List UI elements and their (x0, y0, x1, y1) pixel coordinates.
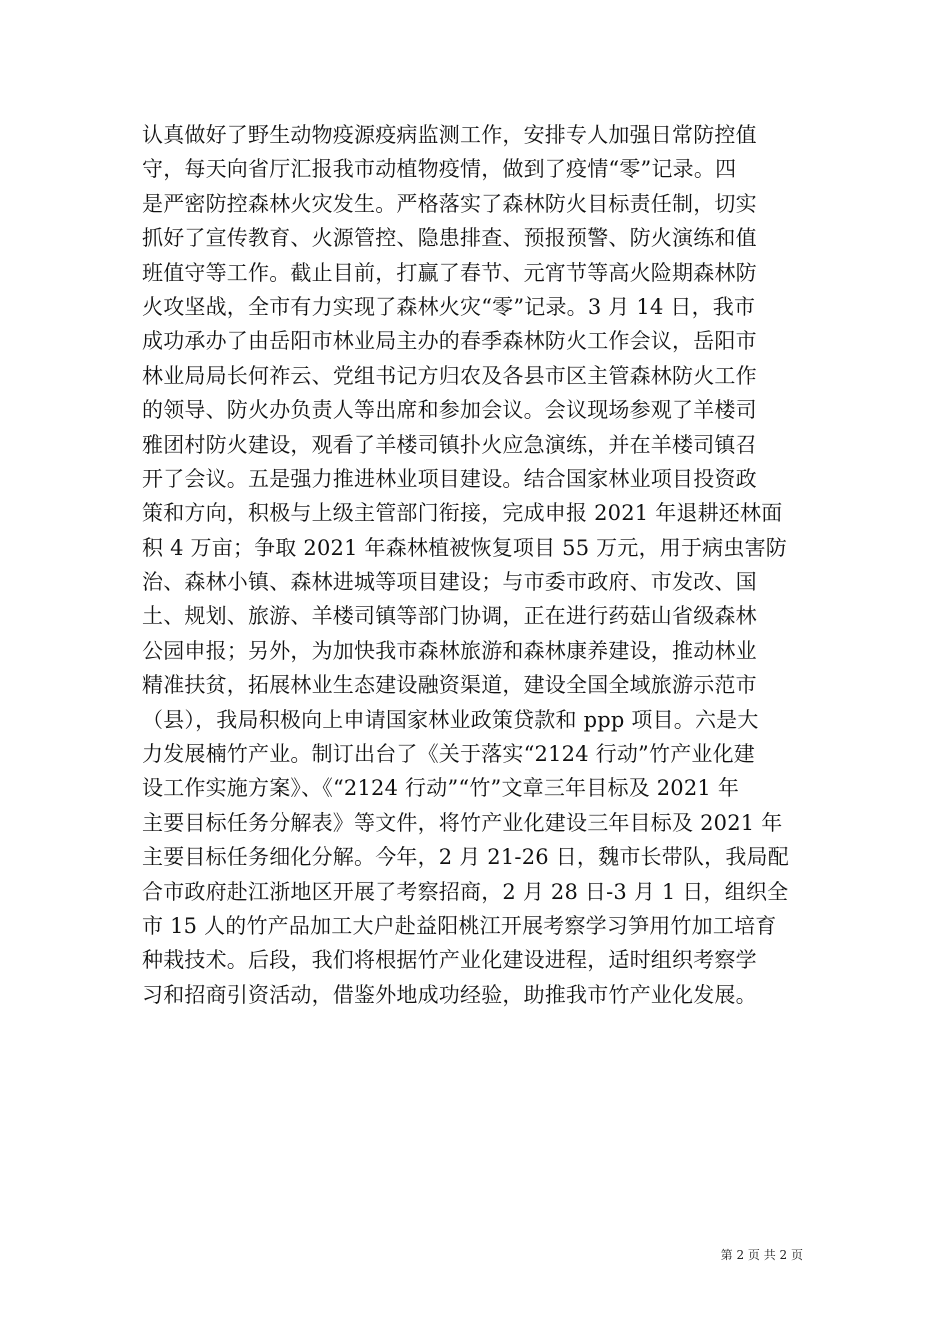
text-line: 土、规划、旅游、羊楼司镇等部门协调，正在进行药菇山省级森林 (142, 604, 757, 629)
text-line: 雅团村防火建设，观看了羊楼司镇扑火应急演练，并在羊楼司镇召 (142, 432, 757, 457)
text-line: 开了会议。五是强力推进林业项目建设。结合国家林业项目投资政 (142, 466, 757, 491)
text-line: 精准扶贫，拓展林业生态建设融资渠道，建设全国全域旅游示范市 (142, 673, 757, 698)
text-line: 种栽技术。后段，我们将根据竹产业化建设进程，适时组织考察学 (142, 948, 757, 973)
text-line: 合市政府赴江浙地区开展了考察招商，2 月 28 日-3 月 1 日，组织全 (142, 879, 789, 904)
text-line: 抓好了宣传教育、火源管控、隐患排查、预报预警、防火演练和值 (142, 226, 757, 251)
text-line: 的领导、防火办负责人等出席和参加会议。会议现场参观了羊楼司 (142, 398, 757, 423)
text-line: 主要目标任务细化分解。今年，2 月 21-26 日，魏市长带队，我局配 (142, 845, 789, 870)
text-line: （县），我局积极向上申请国家林业政策贷款和 ppp 项目。六是大 (142, 707, 759, 732)
text-line: 公园申报；另外，为加快我市森林旅游和森林康养建设，推动林业 (142, 638, 757, 663)
text-line: 策和方向，积极与上级主管部门衔接，完成申报 2021 年退耕还林面 (142, 501, 783, 526)
text-line: 认真做好了野生动物疫源疫病监测工作，安排专人加强日常防控值 (142, 123, 757, 147)
text-line: 火攻坚战，全市有力实现了森林火灾“零”记录。3 月 14 日，我市 (142, 294, 756, 319)
text-line: 力发展楠竹产业。制订出台了《关于落实“2124 行动”竹产业化建 (142, 742, 755, 767)
text-line: 班值守等工作。截止目前，打赢了春节、元宵节等高火险期森林防 (142, 260, 757, 285)
text-line: 治、森林小镇、森林进城等项目建设；与市委市政府、市发改、国 (142, 570, 757, 595)
text-line: 守，每天向省厅汇报我市动植物疫情，做到了疫情“零”记录。四 (142, 157, 737, 182)
text-line: 是严密防控森林火灾发生。严格落实了森林防火目标责任制，切实 (142, 191, 757, 216)
text-line: 市 15 人的竹产品加工大户赴益阳桃江开展考察学习笋用竹加工培育 (142, 913, 777, 938)
text-line: 林业局局长何祚云、党组书记方归农及各县市区主管森林防火工作 (142, 363, 757, 388)
text-line: 主要目标任务分解表》等文件，将竹产业化建设三年目标及 2021 年 (142, 810, 783, 835)
text-line: 成功承办了由岳阳市林业局主办的春季森林防火工作会议，岳阳市 (142, 329, 757, 354)
text-line: 积 4 万亩；争取 2021 年森林植被恢复项目 55 万元，用于病虫害防 (142, 535, 787, 560)
text-line: 设工作实施方案》、《“2124 行动”“竹”文章三年目标及 2021 年 (142, 776, 740, 801)
body-paragraph (142, 118, 812, 1012)
text-line: 习和招商引资活动，借鉴外地成功经验，助推我市竹产业化发展。 (142, 982, 757, 1007)
page-number-footer: 第 2 页 共 2 页 (720, 1248, 803, 1262)
